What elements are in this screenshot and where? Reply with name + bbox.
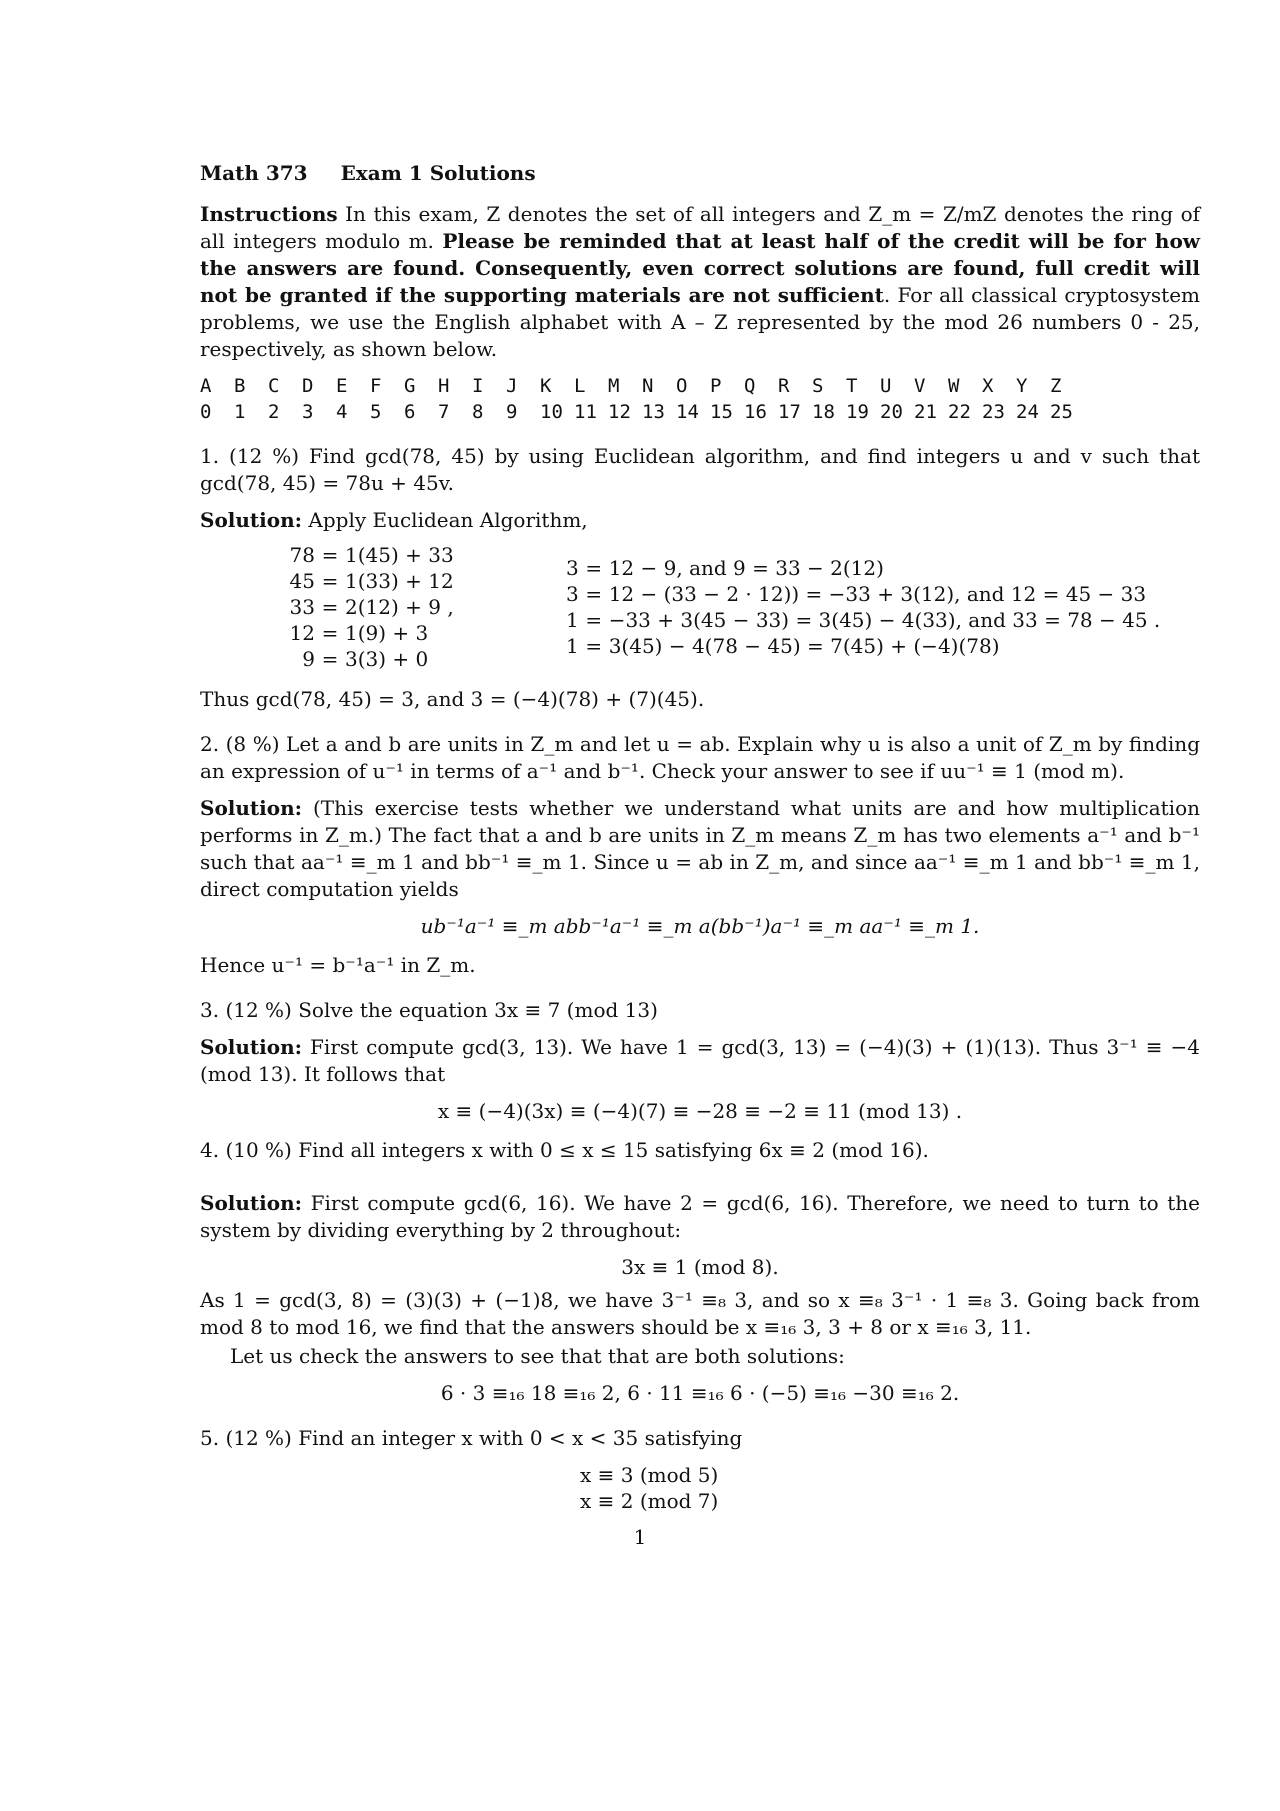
- instructions-tail: . For all classical cryptosystem problems, we use the English alphabet with A – Z represented by the mod 26 numbers 0 - 25, respectively, as shown below.: [200, 283, 1200, 361]
- equation-row: 9 = 3(3) + 0: [302, 647, 429, 671]
- euclid-right-block: [534, 555, 1161, 659]
- solution-text: First compute gcd(6, 16). We have 2 = gcd(6, 16). Therefore, we need to turn to the system by dividing everything by 2 throughout:: [200, 1191, 1200, 1242]
- instructions: [200, 201, 1200, 363]
- letter-cell: U: [880, 375, 892, 397]
- number-cell: 1: [234, 401, 246, 423]
- solution-label: Solution:: [200, 1191, 303, 1215]
- letter-cell: Q: [744, 375, 756, 397]
- problem-3-display: x ≡ (−4)(3x) ≡ (−4)(7) ≡ −28 ≡ −2 ≡ 11 (mod 13) .: [437, 1099, 963, 1123]
- letter-cell: P: [710, 375, 722, 397]
- letter-cell: X: [982, 375, 994, 397]
- problem-3-solution: [200, 1034, 1200, 1088]
- alphabet-numbers-row: [200, 399, 1084, 425]
- letter-cell: K: [540, 375, 552, 397]
- problem-1-statement: 1. (12 %) Find gcd(78, 45) by using Euclidean algorithm, and find integers u and v such that gcd(78, 45) = 78u + 45v.: [200, 444, 1200, 495]
- number-cell: 10: [540, 401, 563, 423]
- problem-4-solution: [200, 1190, 1200, 1244]
- system-line: x ≡ 3 (mod 5): [580, 1463, 719, 1487]
- number-cell: 14: [676, 401, 699, 423]
- letter-cell: M: [608, 375, 620, 397]
- euclid-left-block: [270, 542, 454, 672]
- problem-2-display: ub⁻¹a⁻¹ ≡_m abb⁻¹a⁻¹ ≡_m a(bb⁻¹)a⁻¹ ≡_m aa⁻¹ ≡_m 1.: [420, 914, 980, 938]
- number-cell: 22: [948, 401, 971, 423]
- number-cell: 18: [812, 401, 835, 423]
- solution-label: Solution:: [200, 508, 303, 532]
- number-cell: 23: [982, 401, 1005, 423]
- number-cell: 15: [710, 401, 733, 423]
- equation-row: 45 = 1(33) + 12: [289, 569, 454, 593]
- letter-cell: C: [268, 375, 280, 397]
- solution-label: Solution:: [200, 796, 303, 820]
- problem-4-text-2: As 1 = gcd(3, 8) = (3)(3) + (−1)8, we have 3⁻¹ ≡₈ 3, and so x ≡₈ 3⁻¹ · 1 ≡₈ 3. Going back from mod 8 to mod 16, we find that the answers should be x ≡₁₆ 3, 3 + 8 or x ≡₁₆ 3, 11.: [200, 1288, 1200, 1339]
- equation-row: 78 = 1(45) + 33: [289, 543, 454, 567]
- equation-row: 3 = 12 − (33 − 2 · 12)) = −33 + 3(12), and 12 = 45 − 33: [565, 582, 1147, 606]
- letter-cell: R: [778, 375, 790, 397]
- number-cell: 2: [268, 401, 280, 423]
- letter-cell: S: [812, 375, 824, 397]
- problem-2-solution: [200, 795, 1200, 903]
- letter-cell: O: [676, 375, 688, 397]
- letter-cell: F: [370, 375, 382, 397]
- number-cell: 11: [574, 401, 597, 423]
- solution-label: Solution:: [200, 1035, 303, 1059]
- page-header: [200, 160, 1200, 187]
- letter-cell: W: [948, 375, 960, 397]
- equation-row: 3 = 12 − 9, and 9 = 33 − 2(12): [565, 556, 884, 580]
- solution-intro: Apply Euclidean Algorithm,: [308, 508, 588, 532]
- page-title: Exam 1 Solutions: [340, 161, 536, 185]
- number-cell: 12: [608, 401, 631, 423]
- number-cell: 4: [336, 401, 348, 423]
- letter-cell: A: [200, 375, 212, 397]
- letter-cell: Y: [1016, 375, 1028, 397]
- letter-cell: T: [846, 375, 858, 397]
- problem-3-statement: 3. (12 %) Solve the equation 3x ≡ 7 (mod 13): [200, 998, 658, 1022]
- equation-row: 1 = 3(45) − 4(78 − 45) = 7(45) + (−4)(78): [565, 634, 1000, 658]
- number-cell: 6: [404, 401, 416, 423]
- alphabet-letters-row: [200, 373, 1084, 399]
- problem-4-text-3: Let us check the answers to see that that are both solutions:: [230, 1344, 845, 1368]
- page-number: 1: [633, 1525, 647, 1549]
- problem-1-solution: [200, 507, 1200, 534]
- number-cell: 9: [506, 401, 518, 423]
- number-cell: 0: [200, 401, 212, 423]
- solution-text: (This exercise tests whether we understand what units are and how multiplication performs in Z_m.) The fact that a and b are units in Z_m means Z_m has two elements a⁻¹ and b⁻¹ such that aa⁻¹ ≡_m 1 and bb⁻¹ ≡_m 1. Since u = ab in Z_m, and since aa⁻¹ ≡_m 1 and bb⁻¹ ≡_m 1, direct computation yields: [200, 796, 1200, 901]
- instructions-text: In this exam, Z denotes the set of all integers and Z_m = Z/mZ denotes the ring of all integers modulo m.: [200, 202, 1201, 253]
- number-cell: 19: [846, 401, 869, 423]
- problem-4-display-1: 3x ≡ 1 (mod 8).: [621, 1255, 779, 1279]
- euclid-equations: [270, 542, 1200, 672]
- number-cell: 8: [472, 401, 484, 423]
- letter-cell: V: [914, 375, 926, 397]
- problem-1-conclusion: Thus gcd(78, 45) = 3, and 3 = (−4)(78) + (7)(45).: [200, 687, 705, 711]
- alphabet-table: [200, 373, 1084, 425]
- number-cell: 21: [914, 401, 937, 423]
- number-cell: 25: [1050, 401, 1073, 423]
- number-cell: 24: [1016, 401, 1039, 423]
- number-cell: 16: [744, 401, 767, 423]
- problem-5-system: [580, 1462, 1200, 1514]
- letter-cell: B: [234, 375, 246, 397]
- number-cell: 20: [880, 401, 903, 423]
- system-line: x ≡ 2 (mod 7): [580, 1489, 719, 1513]
- letter-cell: N: [642, 375, 654, 397]
- letter-cell: J: [506, 375, 518, 397]
- course-code: Math 373: [200, 161, 308, 185]
- letter-cell: E: [336, 375, 348, 397]
- problem-4-display-2: 6 · 3 ≡₁₆ 18 ≡₁₆ 2, 6 · 11 ≡₁₆ 6 · (−5) ≡₁₆ −30 ≡₁₆ 2.: [440, 1381, 960, 1405]
- letter-cell: H: [438, 375, 450, 397]
- letter-cell: I: [472, 375, 484, 397]
- number-cell: 5: [370, 401, 382, 423]
- instructions-label: Instructions: [200, 202, 338, 226]
- exam-page: [200, 160, 1200, 1514]
- instructions-bold: Please be reminded that at least half of the credit will be for how the answers are found. Consequently, even correct solutions are found, full credit will not be granted if the supporting materials are not sufficient: [200, 229, 1201, 307]
- equation-row: 12 = 1(9) + 3: [289, 621, 429, 645]
- problem-2-statement: 2. (8 %) Let a and b are units in Z_m and let u = ab. Explain why u is also a unit of Z_m by finding an expression of u⁻¹ in terms of a⁻¹ and b⁻¹. Check your answer to see if uu⁻¹ ≡ 1 (mod m).: [200, 732, 1200, 783]
- number-cell: 3: [302, 401, 314, 423]
- equation-row: 33 = 2(12) + 9 ,: [289, 595, 454, 619]
- letter-cell: D: [302, 375, 314, 397]
- number-cell: 13: [642, 401, 665, 423]
- problem-2-conclusion: Hence u⁻¹ = b⁻¹a⁻¹ in Z_m.: [200, 953, 476, 977]
- number-cell: 7: [438, 401, 450, 423]
- equation-row: 1 = −33 + 3(45 − 33) = 3(45) − 4(33), and 33 = 78 − 45 .: [565, 608, 1161, 632]
- letter-cell: G: [404, 375, 416, 397]
- number-cell: 17: [778, 401, 801, 423]
- letter-cell: L: [574, 375, 586, 397]
- problem-5-statement: 5. (12 %) Find an integer x with 0 < x < 35 satisfying: [200, 1426, 743, 1450]
- letter-cell: Z: [1050, 375, 1062, 397]
- problem-4-statement: 4. (10 %) Find all integers x with 0 ≤ x ≤ 15 satisfying 6x ≡ 2 (mod 16).: [200, 1138, 929, 1162]
- solution-text: First compute gcd(3, 13). We have 1 = gcd(3, 13) = (−4)(3) + (1)(13). Thus 3⁻¹ ≡ −4 (mod 13). It follows that: [200, 1035, 1201, 1086]
